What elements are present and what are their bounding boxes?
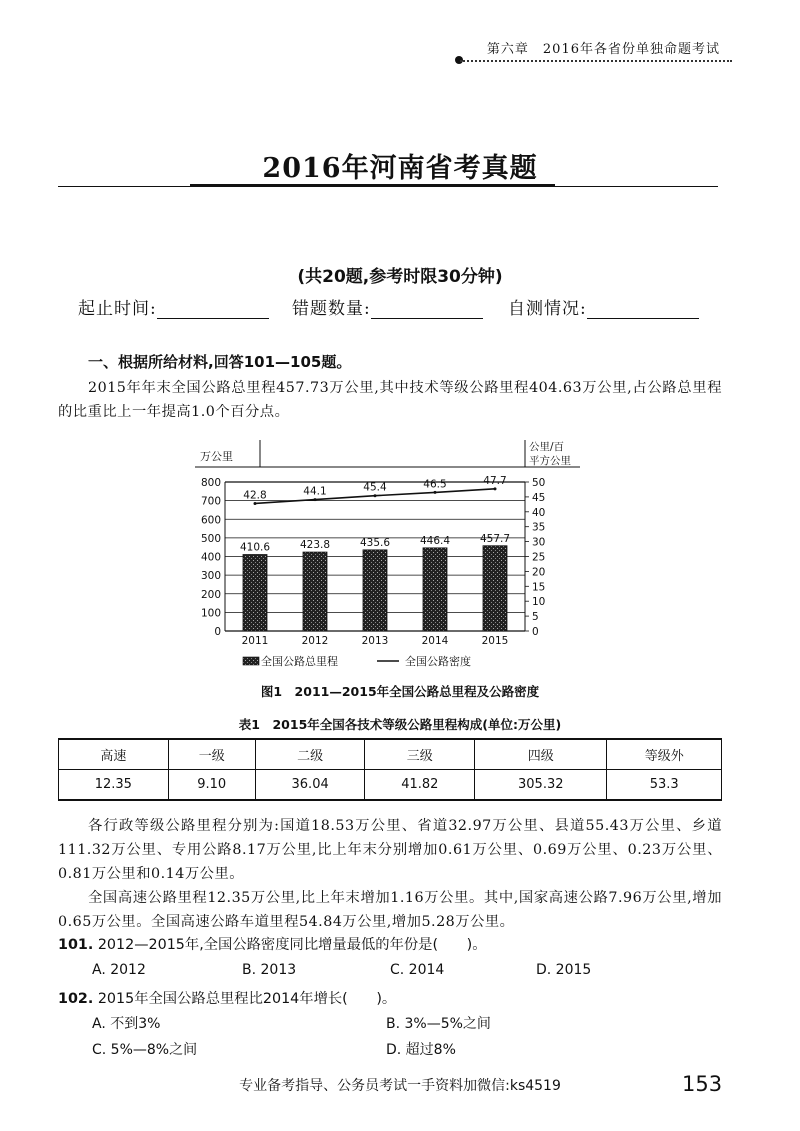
error-count-field	[292, 294, 483, 319]
density-point	[494, 487, 497, 490]
table-header-cell: 等级外	[607, 739, 722, 770]
x-tick-label: 2015	[481, 635, 509, 647]
legend-label: 全国公路密度	[405, 655, 471, 668]
section-heading: 一、根据所给材料,回答101—105题。	[88, 353, 352, 371]
admin-grade-paragraph: 各行政等级公路里程分别为:国道18.53万公里、省道32.97万公里、县道55.43万公里、乡道111.32万公里、专用公路8.17万公里,比上年末分别增加0.61万公里、0.69万公里、0.23万公里、0.81万公里和0.14万公里。	[58, 818, 722, 882]
line-data-label: 42.8	[243, 489, 267, 502]
table-cell: 9.10	[168, 770, 255, 801]
table-header-cell: 三级	[365, 739, 475, 770]
x-tick-label: 2014	[421, 635, 449, 647]
question-text: 2015年全国公路总里程比2014年增长( )。	[97, 991, 397, 1007]
y-tick-label: 800	[200, 477, 221, 489]
y-right-tick-label: 20	[532, 566, 546, 579]
bar-data-label: 423.8	[299, 539, 331, 552]
y-tick-label: 100	[200, 607, 221, 620]
y-right-tick-label: 45	[532, 491, 546, 504]
question-number: 101.	[58, 937, 94, 953]
x-tick-label: 2012	[301, 635, 329, 647]
title-rule-bold	[190, 184, 555, 187]
table-header-cell: 四级	[475, 739, 607, 770]
start-time-field	[78, 294, 269, 319]
highway-chart	[185, 432, 605, 672]
y-tick-label: 500	[200, 532, 221, 545]
table-caption: 表1 2015年全国各技术等级公路里程构成(单位:万公里)	[238, 717, 562, 732]
table-header-row	[59, 739, 722, 770]
y-tick-label: 600	[200, 514, 221, 527]
bar	[303, 552, 327, 631]
option-102-d[interactable]: D. 超过8%	[386, 1042, 456, 1058]
option-101-d[interactable]: D. 2015	[536, 962, 592, 978]
option-102-c[interactable]: C. 5%—8%之间	[92, 1042, 198, 1058]
y-axis-right-label: 平方公里	[529, 455, 571, 467]
y-tick-label: 0	[214, 626, 221, 638]
line-data-label: 45.4	[363, 481, 387, 494]
option-101-b[interactable]: B. 2013	[242, 962, 297, 978]
error-count-blank[interactable]	[371, 300, 483, 319]
bar	[483, 546, 507, 631]
question-101	[58, 934, 487, 954]
table-header-cell: 一级	[168, 739, 255, 770]
y-right-tick-label: 10	[532, 596, 546, 609]
y-right-tick-label: 5	[532, 611, 539, 624]
self-eval-blank[interactable]	[587, 300, 699, 319]
density-point	[374, 494, 377, 497]
chapter-header: 第六章 2016年各省份单独命题考试	[486, 42, 720, 57]
start-time-blank[interactable]	[157, 300, 269, 319]
table-header-cell: 高速	[59, 739, 169, 770]
density-point	[254, 502, 257, 505]
y-tick-label: 700	[200, 495, 221, 508]
y-right-tick-label: 30	[532, 536, 546, 549]
question-text: 2012—2015年,全国公路密度同比增量最低的年份是( )。	[97, 937, 487, 953]
y-tick-label: 200	[200, 588, 221, 601]
table-cell: 305.32	[475, 770, 607, 801]
self-eval-label: 自测情况:	[508, 299, 587, 319]
table-cell: 12.35	[59, 770, 169, 801]
page-number: 153	[682, 1072, 723, 1096]
header-dotted-rule	[460, 60, 732, 62]
question-102	[58, 988, 396, 1008]
legend-label: 全国公路总里程	[261, 655, 338, 668]
footer-note: 专业备考指导、公务员考试一手资料加微信:ks4519	[239, 1078, 561, 1094]
bar	[363, 550, 387, 631]
y-right-tick-label: 0	[532, 626, 539, 638]
y-right-tick-label: 40	[532, 506, 546, 519]
question-number: 102.	[58, 991, 94, 1007]
y-right-tick-label: 25	[532, 551, 546, 564]
start-time-label: 起止时间:	[78, 299, 157, 319]
x-tick-label: 2013	[361, 635, 389, 647]
option-101-a[interactable]: A. 2012	[92, 962, 146, 978]
bar	[243, 555, 267, 631]
option-102-a[interactable]: A. 不到3%	[92, 1016, 161, 1032]
y-right-tick-label: 50	[532, 477, 546, 489]
page-title: 2016年河南省考真题	[262, 153, 538, 184]
density-point	[434, 491, 437, 494]
option-102-b[interactable]: B. 3%—5%之间	[386, 1016, 491, 1032]
error-count-label: 错题数量:	[292, 299, 371, 319]
density-point	[314, 498, 317, 501]
bar-data-label: 410.6	[239, 541, 271, 554]
bar	[423, 548, 447, 631]
x-tick-label: 2011	[241, 635, 269, 647]
expressway-paragraph: 全国高速公路里程12.35万公里,比上年末增加1.16万公里。其中,国家高速公路7.96万公里,增加0.65万公里。全国高速公路车道里程54.84万公里,增加5.28万公里。	[58, 890, 722, 930]
table-header-cell: 二级	[255, 739, 365, 770]
y-tick-label: 400	[200, 551, 221, 564]
table-cell: 41.82	[365, 770, 475, 801]
line-data-label: 47.7	[483, 474, 507, 487]
y-tick-label: 300	[200, 570, 221, 583]
bar-data-label: 457.7	[479, 532, 511, 545]
option-101-c[interactable]: C. 2014	[390, 962, 445, 978]
y-right-tick-label: 35	[532, 521, 546, 534]
y-axis-right-label: 公里/百	[529, 441, 565, 453]
exam-subtitle: (共20题,参考时限30分钟)	[297, 267, 503, 287]
y-right-tick-label: 15	[532, 581, 546, 594]
table-cell: 53.3	[607, 770, 722, 801]
line-data-label: 44.1	[303, 485, 327, 498]
legend-bar-swatch	[243, 657, 259, 665]
bar-data-label: 446.4	[419, 534, 451, 547]
y-axis-label: 万公里	[200, 450, 233, 463]
self-eval-field	[508, 294, 699, 319]
intro-paragraph: 2015年年末全国公路总里程457.73万公里,其中技术等级公路里程404.63万公里,占公路总里程的比重比上一年提高1.0个百分点。	[58, 380, 722, 420]
figure-caption: 图1 2011—2015年全国公路总里程及公路密度	[260, 684, 540, 699]
table-row	[59, 770, 722, 801]
table-cell: 36.04	[255, 770, 365, 801]
grade-table	[58, 738, 722, 801]
line-data-label: 46.5	[423, 478, 447, 491]
bar-data-label: 435.6	[359, 536, 391, 549]
